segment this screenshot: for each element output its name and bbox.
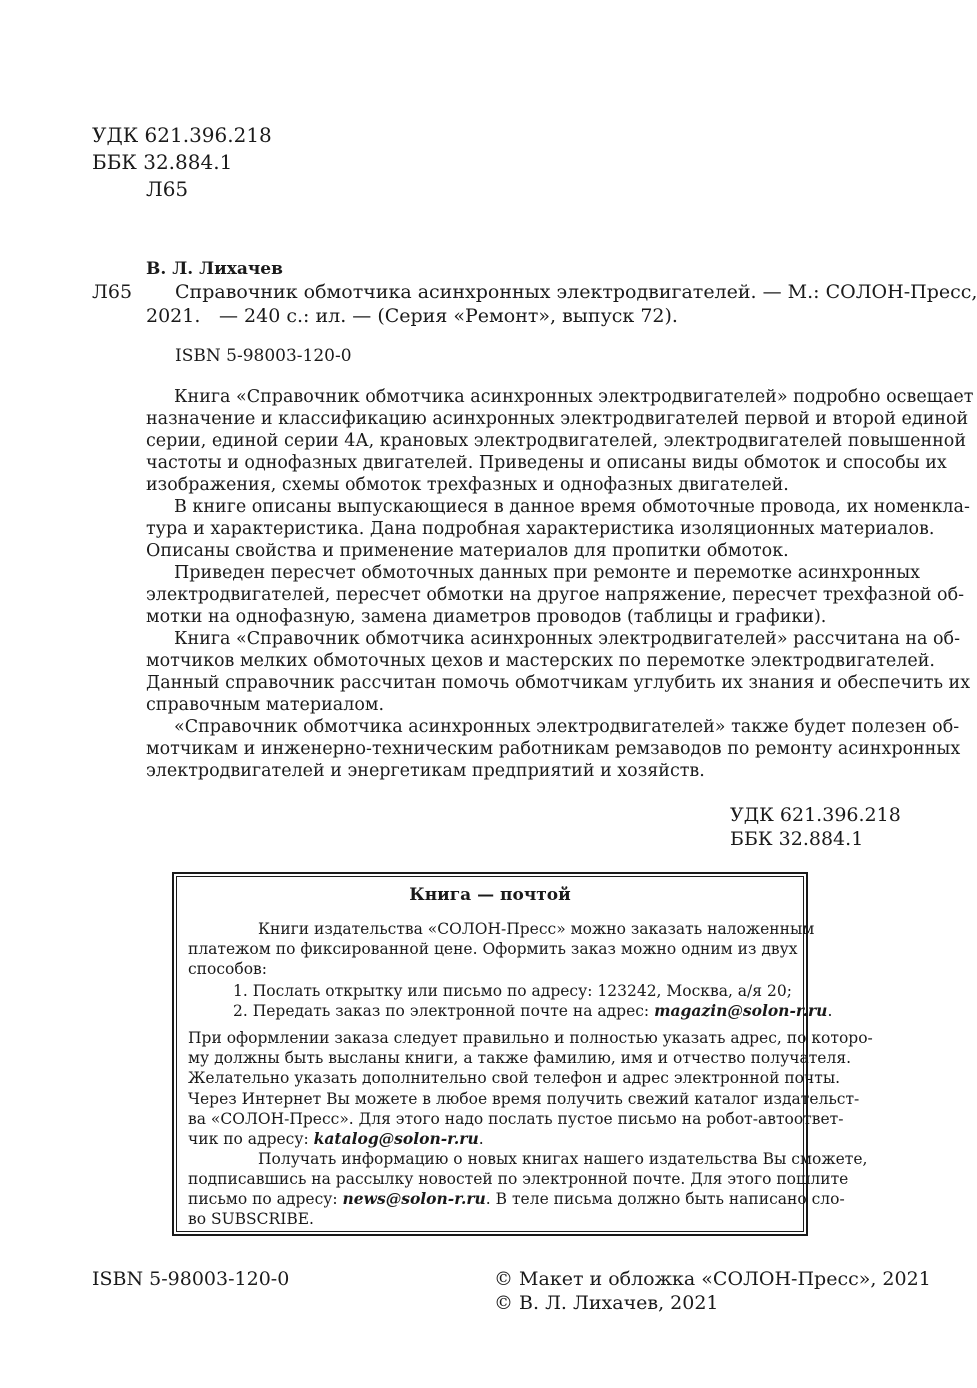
note-line: При оформлении заказа следует правильно и полностью указать адрес, по которо- <box>188 1029 873 1047</box>
udk-bottom: УДК 621.396.218 <box>730 804 901 826</box>
annotation-line: электродвигателей, пересчет обмотки на другое напряжение, пересчет трехфазной об- <box>146 585 965 605</box>
mail-order-note <box>188 1028 873 1088</box>
news-line: письмо по адресу: news@solon-r.ru. В теле письма должно быть написано сло- <box>188 1189 845 1208</box>
annotation-line: серии, единой серии 4А, крановых электродвигателей, электродвигателей повышенной <box>146 431 967 451</box>
annotation-line: В книге описаны выпускающиеся в данное время обмоточные провода, их номенкла- <box>174 497 970 517</box>
annotation-line: Книга «Справочник обмотчика асинхронных электродвигателей» подробно освещает <box>174 387 974 407</box>
copyright-layout: © Макет и обложка «СОЛОН-Пресс», 2021 <box>494 1268 931 1290</box>
mail-order-box <box>172 872 873 1236</box>
catalog-line: Через Интернет Вы можете в любое время получить свежий каталог издательст- <box>188 1090 860 1108</box>
annotation-line: Приведен пересчет обмоточных данных при ремонте и перемотке асинхронных <box>174 563 921 583</box>
news-line: Получать информацию о новых книгах нашего издательства Вы сможете, <box>258 1150 868 1168</box>
mail-order-methods <box>233 981 833 1021</box>
annotation-line: изображения, схемы обмоток трехфазных и однофазных двигателей. <box>146 475 789 495</box>
katalog-email-link[interactable]: katalog@solon-r.ru <box>313 1129 479 1148</box>
bib-line-1: Справочник обмотчика асинхронных электродвигателей. — М.: СОЛОН-Пресс, <box>175 281 977 303</box>
footer-isbn: ISBN 5-98003-120-0 <box>92 1268 290 1290</box>
bib-line-2: — 240 с.: ил. — (Серия «Ремонт», выпуск 72). <box>219 305 678 327</box>
news-email-link[interactable]: news@solon-r.ru <box>342 1189 486 1208</box>
mail-order-title: Книга — почтой <box>409 885 571 905</box>
method-email: 2. Передать заказ по электронной почте на адрес: magazin@solon-r.ru. <box>233 1001 833 1020</box>
annotation-line: Книга «Справочник обмотчика асинхронных электродвигателей» рассчитана на об- <box>174 629 961 649</box>
annotation-line: тура и характеристика. Дана подробная характеристика изоляционных материалов. <box>146 519 935 539</box>
annotation-line: мотки на однофазную, замена диаметров проводов (таблицы и графики). <box>146 607 827 627</box>
catalog-line: ва «СОЛОН-Пресс». Для этого надо послать пустое письмо на робот-автоответ- <box>188 1110 844 1128</box>
mail-order-catalog <box>188 1089 860 1149</box>
note-line: Желательно указать дополнительно свой телефон и адрес электронной почты. <box>188 1069 841 1087</box>
mail-order-news <box>188 1149 868 1229</box>
bib-isbn: ISBN 5-98003-120-0 <box>175 346 352 366</box>
annotation-line: Данный справочник рассчитан помочь обмотчикам углубить их знания и обеспечить их <box>146 673 971 693</box>
author-sign-top: Л65 <box>146 177 189 201</box>
udk-top: УДК 621.396.218 <box>92 123 272 147</box>
mail-order-intro-line: Книги издательства «СОЛОН-Пресс» можно заказать наложенным <box>258 920 815 938</box>
news-line: подписавшись на рассылку новостей по электронной почте. Для этого пошлите <box>188 1170 849 1188</box>
annotation-line: мотчикам и инженерно-техническим работникам ремзаводов по ремонту асинхронных <box>146 739 961 759</box>
annotation-line: Описаны свойства и применение материалов для пропитки обмоток. <box>146 541 789 561</box>
bbk-bottom: ББК 32.884.1 <box>730 828 864 850</box>
mail-order-intro <box>188 919 815 979</box>
method-postal: 1. Послать открытку или письмо по адресу: 123242, Москва, а/я 20; <box>233 982 792 1000</box>
annotation-line: назначение и классификацию асинхронных электродвигателей первой и второй единой <box>146 409 969 429</box>
bbk-top: ББК 32.884.1 <box>92 150 233 174</box>
bib-year: 2021. <box>146 305 201 327</box>
copyright-author: © В. Л. Лихачев, 2021 <box>494 1292 719 1314</box>
annotation-line: «Справочник обмотчика асинхронных электродвигателей» также будет полезен об- <box>174 717 960 737</box>
news-line: во SUBSCRIBE. <box>188 1210 314 1228</box>
catalog-line: чик по адресу: katalog@solon-r.ru. <box>188 1129 484 1148</box>
mail-order-intro-line: платежом по фиксированной цене. Оформить заказ можно одним из двух <box>188 940 798 958</box>
annotation <box>146 386 974 782</box>
annotation-line: мотчиков мелких обмоточных цехов и мастерских по перемотке электродвигателей. <box>146 651 935 671</box>
annotation-line: справочным материалом. <box>146 695 385 715</box>
note-line: му должны быть высланы книги, а также фамилию, имя и отчество получателя. <box>188 1049 852 1067</box>
annotation-line: частоты и однофазных двигателей. Приведены и описаны виды обмоток и способы их <box>146 453 947 473</box>
author-name: В. Л. Лихачев <box>146 259 283 279</box>
mail-order-intro-line: способов: <box>188 960 267 978</box>
magazin-email-link[interactable]: magazin@solon-r.ru <box>654 1001 828 1020</box>
annotation-line: электродвигателей и энергетикам предприятий и хозяйств. <box>146 761 705 781</box>
bib-sign: Л65 <box>92 281 133 303</box>
